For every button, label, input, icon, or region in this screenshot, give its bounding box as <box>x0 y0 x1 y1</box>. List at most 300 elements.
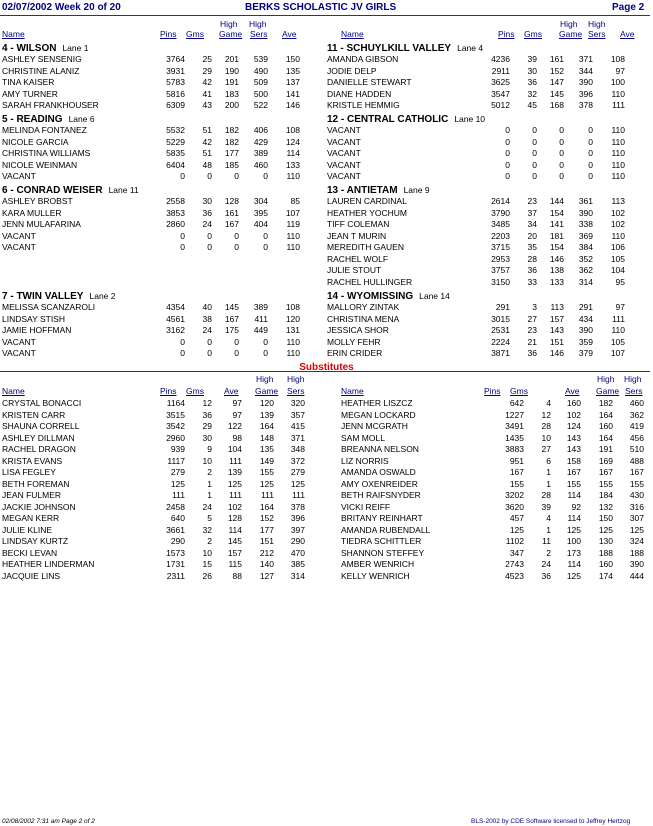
bowler-name: MOLLY FEHR <box>327 336 381 347</box>
substitute-sers: 167 <box>629 467 644 477</box>
bowler-sers: 379 <box>578 348 593 358</box>
substitute-gms: 36 <box>541 570 551 581</box>
bowler-pins: 3757 <box>491 265 510 275</box>
substitute-ave: 143 <box>566 432 581 443</box>
substitute-pins: 1102 <box>505 536 524 546</box>
substitute-pins: 951 <box>509 455 524 466</box>
bowler-game: 152 <box>549 65 564 76</box>
bowler-pins: 3162 <box>166 325 185 335</box>
col-sers: Sers <box>287 386 305 396</box>
bowler-pins: 0 <box>180 242 185 252</box>
bowler-game: 183 <box>224 88 239 99</box>
substitute-sers: 290 <box>290 536 305 546</box>
bowler-gms: 25 <box>202 54 212 64</box>
bowler-name: VACANT <box>327 125 361 135</box>
col-pins: Pins <box>160 386 177 396</box>
bowler-game: 181 <box>549 230 564 241</box>
bowler-sers: 0 <box>588 148 593 158</box>
col-gms: Gms <box>524 29 542 39</box>
substitute-name: KRISTA EVANS <box>2 455 63 466</box>
bowler-ave: 110 <box>286 230 300 241</box>
substitute-name: SHANNON STEFFEY <box>341 547 425 558</box>
bowler-gms: 34 <box>527 219 537 229</box>
substitute-sers: 371 <box>290 432 305 443</box>
bowler-ave: 110 <box>286 242 300 252</box>
bowler-gms: 0 <box>207 348 212 358</box>
col-high-1: High <box>220 19 238 29</box>
col-pins: Pins <box>484 386 501 396</box>
substitute-gms: 2 <box>207 536 212 546</box>
col-ave: Ave <box>224 386 239 396</box>
bowler-row <box>2 148 312 160</box>
bowler-name: MEREDITH GAUEN <box>327 242 404 252</box>
bowler-sers: 362 <box>578 265 593 275</box>
substitute-game: 212 <box>259 547 274 558</box>
bowler-pins: 4354 <box>166 302 185 312</box>
bowler-game: 185 <box>224 159 239 170</box>
substitute-row <box>341 548 651 560</box>
substitute-sers: 470 <box>290 547 305 558</box>
bowler-pins: 3547 <box>491 88 510 99</box>
bowler-row <box>327 314 632 326</box>
substitute-ave: 128 <box>227 513 242 523</box>
bowler-game: 144 <box>549 196 564 206</box>
substitute-row <box>341 410 651 422</box>
substitute-pins: 290 <box>170 536 185 546</box>
bowler-ave: 110 <box>611 148 625 158</box>
bowler-sers: 359 <box>578 336 593 347</box>
bowler-ave: 110 <box>611 159 625 170</box>
bowler-game: 154 <box>549 242 564 252</box>
substitute-name: BRITANY REINHART <box>341 513 423 523</box>
substitute-game: 152 <box>259 513 274 523</box>
col-game: Game <box>219 29 243 39</box>
substitute-pins: 3202 <box>505 490 524 500</box>
bowler-ave: 133 <box>285 159 300 170</box>
bowler-row <box>2 208 312 220</box>
col-ave: Ave <box>620 29 635 39</box>
substitute-ave: 111 <box>229 490 242 500</box>
substitute-gms: 28 <box>541 490 551 500</box>
bowler-pins: 2860 <box>166 219 185 229</box>
bowler-pins: 0 <box>505 159 510 170</box>
substitute-gms: 27 <box>541 444 551 454</box>
bowler-pins: 3853 <box>166 207 185 218</box>
bowler-game: 138 <box>549 265 564 275</box>
bowler-ave: 137 <box>285 77 300 87</box>
substitute-ave: 125 <box>227 478 242 489</box>
col-name: Name <box>341 386 364 396</box>
substitute-game: 120 <box>259 398 274 408</box>
bowler-pins: 0 <box>505 125 510 135</box>
bowler-sers: 314 <box>578 276 593 287</box>
bowler-gms: 27 <box>527 313 537 324</box>
substitute-ave: 155 <box>566 478 581 489</box>
bowler-name: VACANT <box>327 159 361 170</box>
substitute-ave: 167 <box>566 467 581 477</box>
substitute-gms: 4 <box>546 398 551 408</box>
bowler-sers: 0 <box>263 230 268 241</box>
col-name: Name <box>2 29 25 39</box>
team-title: 14 - WYOMISSING <box>327 291 414 302</box>
bowler-gms: 30 <box>202 196 212 206</box>
substitute-ave: 145 <box>227 536 242 546</box>
substitute-row <box>2 433 312 445</box>
bowler-pins: 3150 <box>491 276 510 287</box>
substitute-row <box>2 398 312 410</box>
bowler-ave: 146 <box>285 100 300 110</box>
substitute-sers: 430 <box>629 490 644 500</box>
bowler-gms: 45 <box>527 100 537 110</box>
team-lane: Lane 9 <box>403 185 430 195</box>
bowler-row <box>327 148 632 160</box>
substitute-ave: 88 <box>232 570 242 581</box>
substitute-gms: 39 <box>541 501 551 512</box>
bowler-row <box>2 314 312 326</box>
substitute-pins: 2311 <box>166 570 185 581</box>
bowler-pins: 4561 <box>166 313 185 324</box>
substitute-game: 188 <box>598 547 613 558</box>
bowler-sers: 0 <box>263 171 268 181</box>
bowler-name: DANIELLE STEWART <box>327 77 412 87</box>
bowler-game: 0 <box>234 336 239 347</box>
col-game: Game <box>559 29 583 39</box>
bowler-ave: 111 <box>612 100 625 110</box>
bowler-row <box>327 160 632 172</box>
substitute-name: JEAN FULMER <box>2 490 62 500</box>
substitute-name: JENN MCGRATH <box>341 421 408 431</box>
bowler-row <box>2 325 312 337</box>
bowler-pins: 3715 <box>491 242 510 252</box>
col-high-2: High <box>624 374 642 384</box>
substitute-ave: 97 <box>232 398 242 408</box>
substitute-sers: 348 <box>290 444 305 454</box>
bowler-sers: 390 <box>578 325 593 335</box>
substitute-game: 135 <box>259 444 274 454</box>
substitute-sers: 155 <box>629 478 644 489</box>
bowler-row <box>327 171 632 183</box>
bowler-gms: 38 <box>202 313 212 324</box>
subs-column-header-left <box>2 374 322 396</box>
bowler-row <box>327 265 632 277</box>
col-game: Game <box>596 386 620 396</box>
bowler-pins: 2224 <box>491 336 510 347</box>
substitute-row <box>2 571 312 583</box>
substitute-sers: 357 <box>290 409 305 420</box>
bowler-row <box>2 77 312 89</box>
bowler-name: JENN MULAFARINA <box>2 219 81 229</box>
substitute-pins: 111 <box>172 490 185 500</box>
bowler-row <box>2 242 312 254</box>
bowler-ave: 108 <box>285 125 300 135</box>
substitute-row <box>341 502 651 514</box>
substitute-sers: 111 <box>292 490 305 500</box>
substitute-game: 164 <box>598 409 613 420</box>
bowler-row <box>327 302 632 314</box>
bowler-game: 146 <box>549 348 564 358</box>
bowler-game: 182 <box>224 125 239 135</box>
team-title: 12 - CENTRAL CATHOLIC <box>327 114 449 125</box>
substitute-row <box>341 467 651 479</box>
substitute-ave: 111 <box>229 455 242 466</box>
substitute-name: HEATHER LISZCZ <box>341 398 413 408</box>
header-rule <box>0 15 650 16</box>
bowler-sers: 509 <box>253 77 268 87</box>
substitute-pins: 2743 <box>505 559 524 569</box>
substitute-name: AMBER WENRICH <box>341 559 415 569</box>
col-pins: Pins <box>498 29 515 39</box>
substitute-name: KRISTEN CARR <box>2 409 66 420</box>
bowler-gms: 3 <box>532 302 537 312</box>
bowler-pins: 0 <box>180 348 185 358</box>
substitute-gms: 26 <box>202 570 212 581</box>
substitute-ave: 114 <box>567 559 581 569</box>
substitute-pins: 167 <box>509 467 524 477</box>
bowler-name: JESSICA SHOR <box>327 325 389 335</box>
substitute-gms: 9 <box>207 444 212 454</box>
substitute-gms: 6 <box>546 455 551 466</box>
substitute-gms: 1 <box>207 490 212 500</box>
bowler-pins: 3625 <box>491 77 510 87</box>
substitute-sers: 362 <box>629 409 644 420</box>
substitute-sers: 307 <box>629 513 644 523</box>
bowler-game: 0 <box>234 230 239 241</box>
bowler-gms: 41 <box>202 88 212 99</box>
substitute-pins: 155 <box>509 478 524 489</box>
substitute-gms: 32 <box>202 524 212 535</box>
bowler-ave: 150 <box>285 54 300 64</box>
substitute-gms: 15 <box>202 559 212 569</box>
col-gms: Gms <box>510 386 528 396</box>
bowler-sers: 378 <box>578 100 593 110</box>
col-game: Game <box>255 386 279 396</box>
bowler-ave: 141 <box>285 88 300 99</box>
substitute-game: 160 <box>598 421 613 431</box>
bowler-ave: 131 <box>285 325 300 335</box>
bowler-gms: 42 <box>202 136 212 147</box>
substitute-sers: 460 <box>629 398 644 408</box>
bowler-ave: 110 <box>611 136 625 147</box>
substitute-sers: 279 <box>290 467 305 477</box>
bowler-gms: 48 <box>202 159 212 170</box>
substitute-pins: 1573 <box>166 547 185 558</box>
substitute-game: 182 <box>598 398 613 408</box>
bowler-name: NICOLE WEINMAN <box>2 159 78 170</box>
bowler-game: 167 <box>224 313 239 324</box>
substitute-name: JACKIE JOHNSON <box>2 501 76 512</box>
substitute-ave: 158 <box>566 455 581 466</box>
bowler-name: CHRISTINE ALANIZ <box>2 65 80 76</box>
bowler-ave: 111 <box>612 313 625 324</box>
bowler-name: HEATHER YOCHUM <box>327 207 407 218</box>
footer-software: BLS-2002 by CDE Software licensed to Jeffrey Hertzog <box>471 818 631 825</box>
bowler-pins: 6404 <box>166 159 185 170</box>
bowler-ave: 110 <box>286 348 300 358</box>
bowler-gms: 33 <box>527 276 537 287</box>
col-ave: Ave <box>565 386 580 396</box>
bowler-name: VACANT <box>2 171 36 181</box>
bowler-sers: 396 <box>578 88 593 99</box>
bowler-game: 145 <box>549 88 564 99</box>
bowler-ave: 105 <box>610 253 625 264</box>
substitute-sers: 419 <box>629 421 644 431</box>
bowler-ave: 110 <box>611 230 625 241</box>
bowler-ave: 105 <box>610 336 625 347</box>
col-high-2: High <box>287 374 305 384</box>
substitute-pins: 4523 <box>505 570 524 581</box>
bowler-gms: 20 <box>527 230 537 241</box>
bowler-sers: 411 <box>254 313 268 324</box>
bowler-gms: 36 <box>202 207 212 218</box>
bowler-row <box>2 89 312 101</box>
substitute-name: VICKI REIFF <box>341 501 391 512</box>
substitute-pins: 1731 <box>166 559 185 569</box>
bowler-name: LAUREN CARDINAL <box>327 196 407 206</box>
substitute-pins: 3491 <box>505 421 524 431</box>
bowler-pins: 2911 <box>491 65 510 76</box>
bowler-name: MELINDA FONTANEZ <box>2 125 87 135</box>
bowler-gms: 0 <box>207 336 212 347</box>
substitute-name: KELLY WENRICH <box>341 570 410 581</box>
bowler-name: DIANE HADDEN <box>327 88 392 99</box>
substitute-ave: 102 <box>566 409 581 420</box>
substitute-row <box>341 525 651 537</box>
bowler-sers: 522 <box>253 100 268 110</box>
substitute-name: JULIE KLINE <box>2 524 53 535</box>
bowler-gms: 30 <box>527 65 537 76</box>
substitute-game: 130 <box>598 536 613 546</box>
bowler-gms: 28 <box>527 253 537 264</box>
bowler-sers: 338 <box>578 219 593 229</box>
team-lane: Lane 2 <box>89 291 116 301</box>
substitute-row <box>2 467 312 479</box>
substitute-game: 174 <box>598 570 613 581</box>
bowler-row <box>2 66 312 78</box>
substitute-sers: 324 <box>629 536 644 546</box>
substitute-sers: 125 <box>290 478 305 489</box>
bowler-sers: 0 <box>263 348 268 358</box>
substitute-sers: 444 <box>629 570 644 581</box>
substitute-row <box>2 525 312 537</box>
bowler-name: JODIE DELP <box>327 65 377 76</box>
substitute-game: 160 <box>598 559 613 569</box>
bowler-pins: 3015 <box>491 313 510 324</box>
substitute-game: 164 <box>598 432 613 443</box>
bowler-pins: 2614 <box>491 196 510 206</box>
bowler-name: TIFF COLEMAN <box>327 219 390 229</box>
substitute-ave: 173 <box>566 547 581 558</box>
bowler-gms: 39 <box>527 54 537 64</box>
bowler-name: VACANT <box>327 136 361 147</box>
substitute-game: 184 <box>598 490 613 500</box>
substitute-sers: 385 <box>290 559 305 569</box>
bowler-name: NICOLE GARCIA <box>2 136 69 147</box>
team-column-header-left <box>2 19 322 41</box>
bowler-row <box>327 325 632 337</box>
bowler-ave: 110 <box>611 88 625 99</box>
substitute-name: LIZ NORRIS <box>341 455 389 466</box>
bowler-gms: 51 <box>202 125 212 135</box>
bowler-row <box>327 125 632 137</box>
substitute-ave: 122 <box>227 421 242 431</box>
bowler-game: 0 <box>559 125 564 135</box>
substitute-sers: 372 <box>290 455 305 466</box>
col-name: Name <box>2 386 25 396</box>
bowler-gms: 24 <box>202 219 212 229</box>
substitute-game: 125 <box>598 524 613 535</box>
substitute-name: AMANDA OSWALD <box>341 467 416 477</box>
substitute-pins: 279 <box>170 467 185 477</box>
substitute-game: 169 <box>598 455 613 466</box>
substitute-name: RACHEL DRAGON <box>2 444 76 454</box>
page-number: Page 2 <box>612 2 645 13</box>
bowler-game: 177 <box>224 148 239 158</box>
substitute-pins: 2458 <box>166 501 185 512</box>
bowler-name: VACANT <box>2 348 36 358</box>
bowler-sers: 291 <box>578 302 593 312</box>
report-title: BERKS SCHOLASTIC JV GIRLS <box>245 2 397 13</box>
bowler-name: AMANDA GIBSON <box>327 54 399 64</box>
substitute-row <box>2 502 312 514</box>
bowler-pins: 2203 <box>491 230 510 241</box>
bowler-sers: 429 <box>253 136 268 147</box>
substitute-game: 167 <box>598 467 613 477</box>
substitute-pins: 457 <box>509 513 524 523</box>
substitute-sers: 188 <box>629 547 644 558</box>
bowler-pins: 4236 <box>491 54 510 64</box>
col-ave: Ave <box>282 29 297 39</box>
bowler-sers: 0 <box>588 125 593 135</box>
substitute-gms: 10 <box>541 432 551 443</box>
team-lane: Lane 4 <box>457 43 484 53</box>
bowler-pins: 5835 <box>166 148 185 158</box>
bowler-gms: 37 <box>527 207 537 218</box>
bowler-game: 128 <box>224 196 239 206</box>
bowler-pins: 0 <box>505 171 510 181</box>
substitute-row <box>2 548 312 560</box>
bowler-game: 113 <box>550 302 564 312</box>
bowler-sers: 390 <box>578 77 593 87</box>
bowler-ave: 119 <box>286 219 300 229</box>
bowler-game: 0 <box>234 171 239 181</box>
bowler-sers: 389 <box>253 148 268 158</box>
substitute-pins: 3542 <box>166 421 185 431</box>
bowler-row <box>2 337 312 349</box>
substitute-game: 149 <box>259 455 274 466</box>
substitute-pins: 347 <box>509 547 524 558</box>
bowler-pins: 5229 <box>166 136 185 147</box>
col-high-1: High <box>256 374 274 384</box>
bowler-name: JULIE STOUT <box>327 265 382 275</box>
bowler-gms: 0 <box>207 171 212 181</box>
bowler-name: VACANT <box>2 242 36 252</box>
footer-timestamp: 02/08/2002 7:31 am Page 2 of 2 <box>2 818 95 825</box>
substitute-row <box>341 444 651 456</box>
bowler-ave: 114 <box>286 148 300 158</box>
substitute-game: 164 <box>259 421 274 431</box>
bowler-ave: 106 <box>610 242 625 252</box>
bowler-row <box>327 231 632 243</box>
bowler-name: ASHLEY SENSENIG <box>2 54 82 64</box>
substitute-ave: 143 <box>566 444 581 454</box>
col-name: Name <box>341 29 364 39</box>
substitute-gms: 24 <box>541 559 551 569</box>
substitute-ave: 98 <box>232 432 242 443</box>
bowler-sers: 344 <box>578 65 593 76</box>
substitute-game: 132 <box>598 501 613 512</box>
bowler-row <box>327 54 632 66</box>
bowler-game: 147 <box>549 77 564 87</box>
